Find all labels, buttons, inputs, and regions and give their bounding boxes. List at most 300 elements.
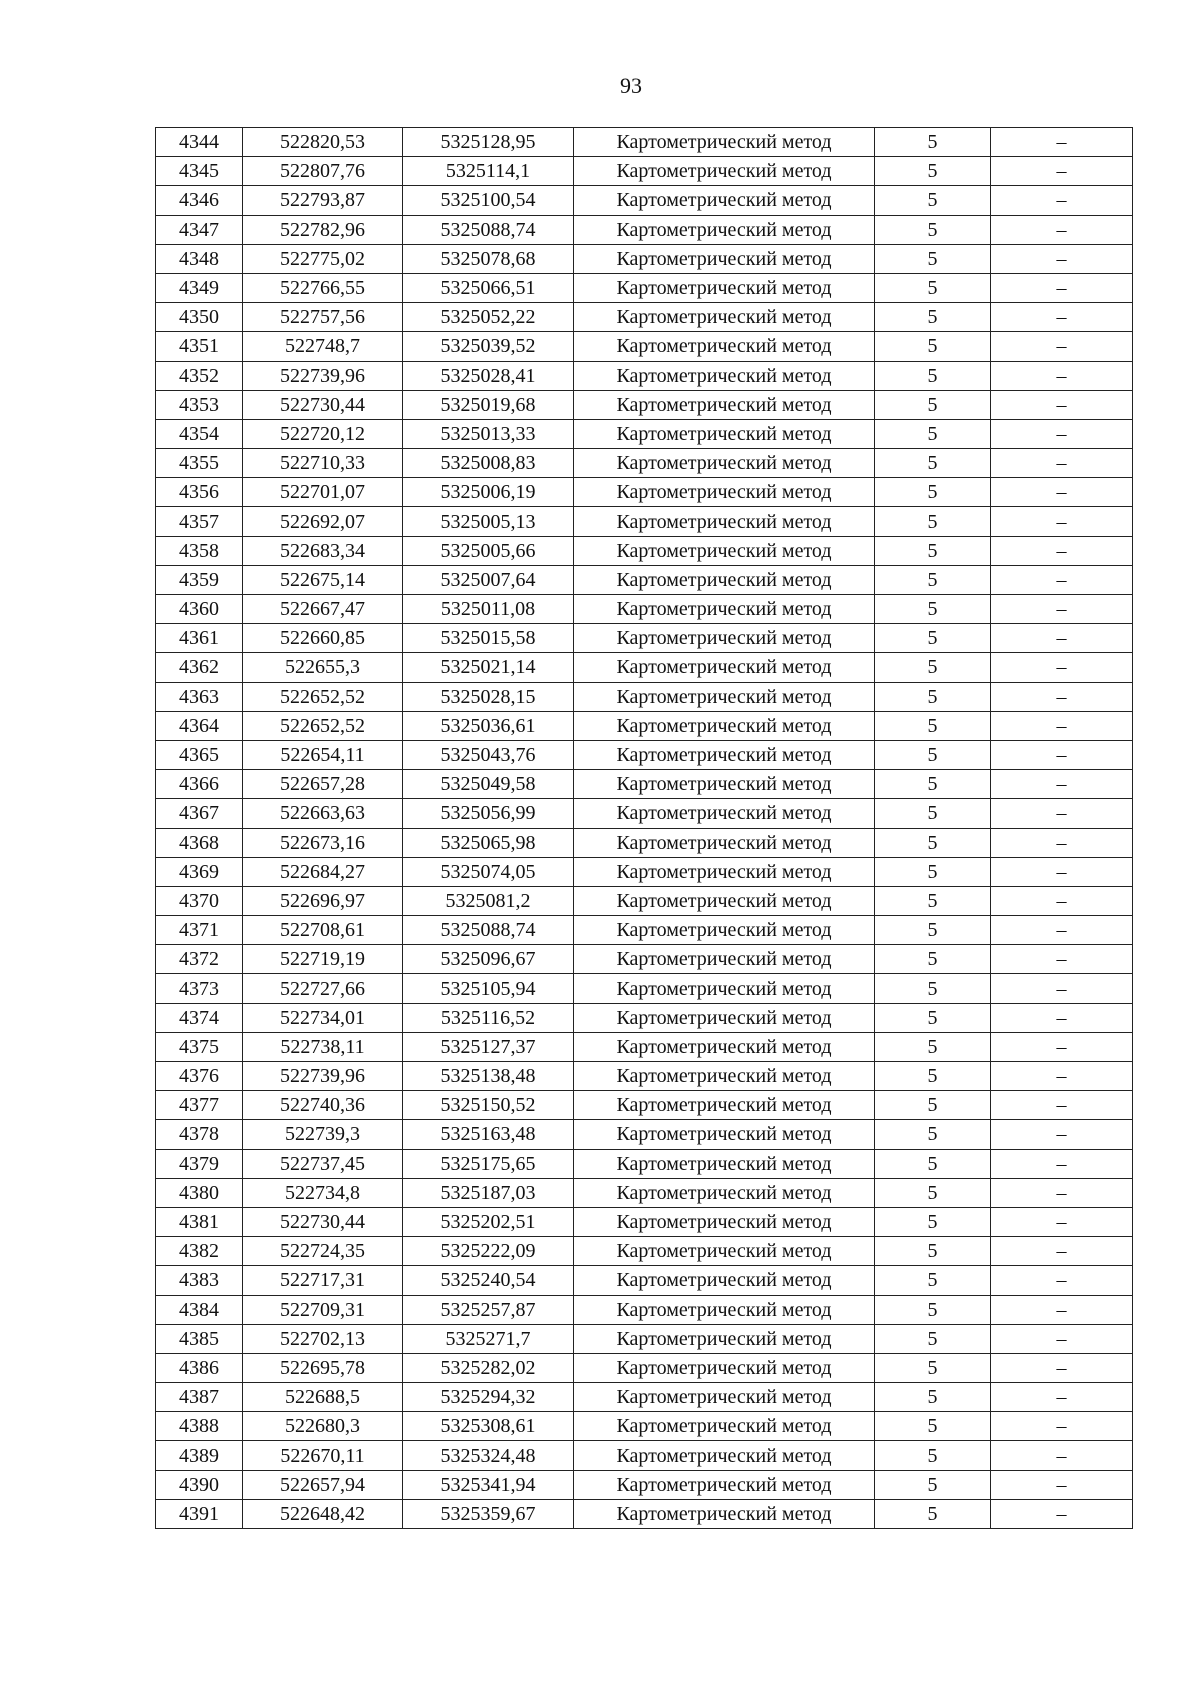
y-coordinate-cell: 5325028,15 (403, 682, 574, 711)
accuracy-cell: 5 (875, 1207, 991, 1236)
table-row (156, 478, 1133, 507)
method-cell: Картометрический метод (574, 244, 875, 273)
point-number-cell: 4361 (156, 624, 243, 653)
method-cell: Картометрический метод (574, 1499, 875, 1528)
description-cell: – (991, 1091, 1133, 1120)
table-row (156, 565, 1133, 594)
point-number-cell: 4390 (156, 1470, 243, 1499)
description-cell: – (991, 303, 1133, 332)
table-row (156, 653, 1133, 682)
description-cell: – (991, 1032, 1133, 1061)
description-cell: – (991, 215, 1133, 244)
description-cell: – (991, 157, 1133, 186)
y-coordinate-cell: 5325100,54 (403, 186, 574, 215)
accuracy-cell: 5 (875, 740, 991, 769)
description-cell: – (991, 624, 1133, 653)
table-row (156, 244, 1133, 273)
table-row (156, 1499, 1133, 1528)
y-coordinate-cell: 5325021,14 (403, 653, 574, 682)
x-coordinate-cell: 522695,78 (243, 1353, 403, 1382)
y-coordinate-cell: 5325202,51 (403, 1207, 574, 1236)
coordinates-table (155, 127, 1133, 1529)
description-cell: – (991, 1120, 1133, 1149)
description-cell: – (991, 273, 1133, 302)
x-coordinate-cell: 522692,07 (243, 507, 403, 536)
method-cell: Картометрический метод (574, 945, 875, 974)
x-coordinate-cell: 522701,07 (243, 478, 403, 507)
point-number-cell: 4370 (156, 886, 243, 915)
table-row (156, 1062, 1133, 1091)
method-cell: Картометрический метод (574, 449, 875, 478)
x-coordinate-cell: 522719,19 (243, 945, 403, 974)
description-cell: – (991, 478, 1133, 507)
table-row (156, 886, 1133, 915)
table-row (156, 1178, 1133, 1207)
x-coordinate-cell: 522654,11 (243, 740, 403, 769)
point-number-cell: 4348 (156, 244, 243, 273)
description-cell: – (991, 390, 1133, 419)
x-coordinate-cell: 522673,16 (243, 828, 403, 857)
x-coordinate-cell: 522720,12 (243, 419, 403, 448)
accuracy-cell: 5 (875, 1470, 991, 1499)
method-cell: Картометрический метод (574, 273, 875, 302)
table-row (156, 770, 1133, 799)
accuracy-cell: 5 (875, 186, 991, 215)
table-row (156, 1266, 1133, 1295)
description-cell: – (991, 1499, 1133, 1528)
x-coordinate-cell: 522793,87 (243, 186, 403, 215)
x-coordinate-cell: 522737,45 (243, 1149, 403, 1178)
description-cell: – (991, 1149, 1133, 1178)
x-coordinate-cell: 522708,61 (243, 916, 403, 945)
y-coordinate-cell: 5325036,61 (403, 711, 574, 740)
method-cell: Картометрический метод (574, 770, 875, 799)
method-cell: Картометрический метод (574, 157, 875, 186)
point-number-cell: 4358 (156, 536, 243, 565)
x-coordinate-cell: 522739,96 (243, 361, 403, 390)
accuracy-cell: 5 (875, 711, 991, 740)
y-coordinate-cell: 5325114,1 (403, 157, 574, 186)
method-cell: Картометрический метод (574, 332, 875, 361)
x-coordinate-cell: 522657,94 (243, 1470, 403, 1499)
y-coordinate-cell: 5325175,65 (403, 1149, 574, 1178)
accuracy-cell: 5 (875, 595, 991, 624)
x-coordinate-cell: 522748,7 (243, 332, 403, 361)
description-cell: – (991, 1441, 1133, 1470)
coordinates-table-body (156, 128, 1133, 1529)
point-number-cell: 4356 (156, 478, 243, 507)
method-cell: Картометрический метод (574, 857, 875, 886)
method-cell: Картометрический метод (574, 390, 875, 419)
accuracy-cell: 5 (875, 1149, 991, 1178)
point-number-cell: 4363 (156, 682, 243, 711)
description-cell: – (991, 857, 1133, 886)
point-number-cell: 4347 (156, 215, 243, 244)
y-coordinate-cell: 5325271,7 (403, 1324, 574, 1353)
y-coordinate-cell: 5325257,87 (403, 1295, 574, 1324)
method-cell: Картометрический метод (574, 478, 875, 507)
accuracy-cell: 5 (875, 1032, 991, 1061)
y-coordinate-cell: 5325049,58 (403, 770, 574, 799)
x-coordinate-cell: 522652,52 (243, 682, 403, 711)
y-coordinate-cell: 5325138,48 (403, 1062, 574, 1091)
description-cell: – (991, 565, 1133, 594)
table-row (156, 361, 1133, 390)
x-coordinate-cell: 522734,8 (243, 1178, 403, 1207)
description-cell: – (991, 916, 1133, 945)
accuracy-cell: 5 (875, 332, 991, 361)
method-cell: Картометрический метод (574, 1237, 875, 1266)
y-coordinate-cell: 5325116,52 (403, 1003, 574, 1032)
point-number-cell: 4382 (156, 1237, 243, 1266)
y-coordinate-cell: 5325096,67 (403, 945, 574, 974)
description-cell: – (991, 1237, 1133, 1266)
y-coordinate-cell: 5325240,54 (403, 1266, 574, 1295)
table-row (156, 624, 1133, 653)
accuracy-cell: 5 (875, 128, 991, 157)
method-cell: Картометрический метод (574, 303, 875, 332)
y-coordinate-cell: 5325039,52 (403, 332, 574, 361)
table-row (156, 536, 1133, 565)
method-cell: Картометрический метод (574, 916, 875, 945)
accuracy-cell: 5 (875, 1383, 991, 1412)
description-cell: – (991, 332, 1133, 361)
accuracy-cell: 5 (875, 653, 991, 682)
table-row (156, 916, 1133, 945)
table-row (156, 303, 1133, 332)
accuracy-cell: 5 (875, 682, 991, 711)
description-cell: – (991, 361, 1133, 390)
table-row (156, 390, 1133, 419)
y-coordinate-cell: 5325105,94 (403, 974, 574, 1003)
table-row (156, 1003, 1133, 1032)
method-cell: Картометрический метод (574, 1412, 875, 1441)
x-coordinate-cell: 522688,5 (243, 1383, 403, 1412)
y-coordinate-cell: 5325222,09 (403, 1237, 574, 1266)
method-cell: Картометрический метод (574, 536, 875, 565)
y-coordinate-cell: 5325043,76 (403, 740, 574, 769)
description-cell: – (991, 1295, 1133, 1324)
table-row (156, 449, 1133, 478)
table-row (156, 974, 1133, 1003)
description-cell: – (991, 244, 1133, 273)
accuracy-cell: 5 (875, 565, 991, 594)
y-coordinate-cell: 5325008,83 (403, 449, 574, 478)
table-row (156, 507, 1133, 536)
method-cell: Картометрический метод (574, 624, 875, 653)
x-coordinate-cell: 522730,44 (243, 1207, 403, 1236)
point-number-cell: 4387 (156, 1383, 243, 1412)
y-coordinate-cell: 5325081,2 (403, 886, 574, 915)
x-coordinate-cell: 522724,35 (243, 1237, 403, 1266)
description-cell: – (991, 1324, 1133, 1353)
x-coordinate-cell: 522740,36 (243, 1091, 403, 1120)
point-number-cell: 4371 (156, 916, 243, 945)
accuracy-cell: 5 (875, 770, 991, 799)
method-cell: Картометрический метод (574, 1149, 875, 1178)
x-coordinate-cell: 522734,01 (243, 1003, 403, 1032)
x-coordinate-cell: 522670,11 (243, 1441, 403, 1470)
description-cell: – (991, 507, 1133, 536)
point-number-cell: 4365 (156, 740, 243, 769)
y-coordinate-cell: 5325013,33 (403, 419, 574, 448)
table-row (156, 186, 1133, 215)
x-coordinate-cell: 522710,33 (243, 449, 403, 478)
accuracy-cell: 5 (875, 945, 991, 974)
description-cell: – (991, 828, 1133, 857)
method-cell: Картометрический метод (574, 1207, 875, 1236)
description-cell: – (991, 653, 1133, 682)
x-coordinate-cell: 522738,11 (243, 1032, 403, 1061)
method-cell: Картометрический метод (574, 740, 875, 769)
point-number-cell: 4345 (156, 157, 243, 186)
table-row (156, 128, 1133, 157)
description-cell: – (991, 1412, 1133, 1441)
y-coordinate-cell: 5325065,98 (403, 828, 574, 857)
point-number-cell: 4376 (156, 1062, 243, 1091)
description-cell: – (991, 1003, 1133, 1032)
table-row (156, 215, 1133, 244)
accuracy-cell: 5 (875, 916, 991, 945)
description-cell: – (991, 886, 1133, 915)
accuracy-cell: 5 (875, 1324, 991, 1353)
table-row (156, 945, 1133, 974)
x-coordinate-cell: 522684,27 (243, 857, 403, 886)
accuracy-cell: 5 (875, 507, 991, 536)
x-coordinate-cell: 522709,31 (243, 1295, 403, 1324)
x-coordinate-cell: 522807,76 (243, 157, 403, 186)
x-coordinate-cell: 522683,34 (243, 536, 403, 565)
point-number-cell: 4369 (156, 857, 243, 886)
x-coordinate-cell: 522730,44 (243, 390, 403, 419)
description-cell: – (991, 1266, 1133, 1295)
point-number-cell: 4389 (156, 1441, 243, 1470)
y-coordinate-cell: 5325127,37 (403, 1032, 574, 1061)
accuracy-cell: 5 (875, 303, 991, 332)
point-number-cell: 4359 (156, 565, 243, 594)
method-cell: Картометрический метод (574, 682, 875, 711)
method-cell: Картометрический метод (574, 128, 875, 157)
description-cell: – (991, 1207, 1133, 1236)
y-coordinate-cell: 5325088,74 (403, 916, 574, 945)
accuracy-cell: 5 (875, 215, 991, 244)
method-cell: Картометрический метод (574, 711, 875, 740)
accuracy-cell: 5 (875, 1499, 991, 1528)
x-coordinate-cell: 522757,56 (243, 303, 403, 332)
description-cell: – (991, 128, 1133, 157)
point-number-cell: 4351 (156, 332, 243, 361)
point-number-cell: 4357 (156, 507, 243, 536)
table-row (156, 711, 1133, 740)
description-cell: – (991, 1178, 1133, 1207)
table-row (156, 1032, 1133, 1061)
point-number-cell: 4372 (156, 945, 243, 974)
method-cell: Картометрический метод (574, 1120, 875, 1149)
point-number-cell: 4344 (156, 128, 243, 157)
x-coordinate-cell: 522652,52 (243, 711, 403, 740)
method-cell: Картометрический метод (574, 186, 875, 215)
description-cell: – (991, 974, 1133, 1003)
description-cell: – (991, 1383, 1133, 1412)
method-cell: Картометрический метод (574, 1032, 875, 1061)
accuracy-cell: 5 (875, 886, 991, 915)
accuracy-cell: 5 (875, 1353, 991, 1382)
table-row (156, 1470, 1133, 1499)
y-coordinate-cell: 5325150,52 (403, 1091, 574, 1120)
description-cell: – (991, 1470, 1133, 1499)
x-coordinate-cell: 522657,28 (243, 770, 403, 799)
accuracy-cell: 5 (875, 390, 991, 419)
point-number-cell: 4353 (156, 390, 243, 419)
accuracy-cell: 5 (875, 1295, 991, 1324)
point-number-cell: 4355 (156, 449, 243, 478)
accuracy-cell: 5 (875, 857, 991, 886)
accuracy-cell: 5 (875, 1441, 991, 1470)
method-cell: Картометрический метод (574, 1470, 875, 1499)
y-coordinate-cell: 5325007,64 (403, 565, 574, 594)
y-coordinate-cell: 5325359,67 (403, 1499, 574, 1528)
accuracy-cell: 5 (875, 1412, 991, 1441)
point-number-cell: 4378 (156, 1120, 243, 1149)
method-cell: Картометрический метод (574, 507, 875, 536)
table-row (156, 595, 1133, 624)
x-coordinate-cell: 522696,97 (243, 886, 403, 915)
accuracy-cell: 5 (875, 1178, 991, 1207)
y-coordinate-cell: 5325019,68 (403, 390, 574, 419)
table-row (156, 1091, 1133, 1120)
y-coordinate-cell: 5325163,48 (403, 1120, 574, 1149)
description-cell: – (991, 186, 1133, 215)
accuracy-cell: 5 (875, 419, 991, 448)
table-row (156, 1353, 1133, 1382)
description-cell: – (991, 1062, 1133, 1091)
accuracy-cell: 5 (875, 1003, 991, 1032)
point-number-cell: 4350 (156, 303, 243, 332)
description-cell: – (991, 770, 1133, 799)
x-coordinate-cell: 522663,63 (243, 799, 403, 828)
y-coordinate-cell: 5325028,41 (403, 361, 574, 390)
point-number-cell: 4367 (156, 799, 243, 828)
table-row (156, 419, 1133, 448)
description-cell: – (991, 945, 1133, 974)
accuracy-cell: 5 (875, 449, 991, 478)
y-coordinate-cell: 5325282,02 (403, 1353, 574, 1382)
point-number-cell: 4386 (156, 1353, 243, 1382)
accuracy-cell: 5 (875, 974, 991, 1003)
x-coordinate-cell: 522667,47 (243, 595, 403, 624)
accuracy-cell: 5 (875, 624, 991, 653)
y-coordinate-cell: 5325006,19 (403, 478, 574, 507)
x-coordinate-cell: 522660,85 (243, 624, 403, 653)
method-cell: Картометрический метод (574, 1324, 875, 1353)
method-cell: Картометрический метод (574, 361, 875, 390)
method-cell: Картометрический метод (574, 1383, 875, 1412)
y-coordinate-cell: 5325341,94 (403, 1470, 574, 1499)
point-number-cell: 4375 (156, 1032, 243, 1061)
accuracy-cell: 5 (875, 1266, 991, 1295)
method-cell: Картометрический метод (574, 1266, 875, 1295)
table-row (156, 1237, 1133, 1266)
table-row (156, 857, 1133, 886)
point-number-cell: 4383 (156, 1266, 243, 1295)
method-cell: Картометрический метод (574, 1062, 875, 1091)
method-cell: Картометрический метод (574, 419, 875, 448)
y-coordinate-cell: 5325078,68 (403, 244, 574, 273)
table-row (156, 799, 1133, 828)
point-number-cell: 4391 (156, 1499, 243, 1528)
y-coordinate-cell: 5325005,66 (403, 536, 574, 565)
y-coordinate-cell: 5325308,61 (403, 1412, 574, 1441)
table-row (156, 157, 1133, 186)
accuracy-cell: 5 (875, 361, 991, 390)
point-number-cell: 4352 (156, 361, 243, 390)
y-coordinate-cell: 5325005,13 (403, 507, 574, 536)
accuracy-cell: 5 (875, 1120, 991, 1149)
point-number-cell: 4381 (156, 1207, 243, 1236)
description-cell: – (991, 536, 1133, 565)
x-coordinate-cell: 522727,66 (243, 974, 403, 1003)
table-row (156, 1149, 1133, 1178)
point-number-cell: 4373 (156, 974, 243, 1003)
y-coordinate-cell: 5325056,99 (403, 799, 574, 828)
description-cell: – (991, 740, 1133, 769)
point-number-cell: 4360 (156, 595, 243, 624)
accuracy-cell: 5 (875, 1091, 991, 1120)
description-cell: – (991, 711, 1133, 740)
y-coordinate-cell: 5325128,95 (403, 128, 574, 157)
y-coordinate-cell: 5325294,32 (403, 1383, 574, 1412)
method-cell: Картометрический метод (574, 1091, 875, 1120)
method-cell: Картометрический метод (574, 1295, 875, 1324)
description-cell: – (991, 799, 1133, 828)
point-number-cell: 4354 (156, 419, 243, 448)
table-row (156, 1383, 1133, 1412)
y-coordinate-cell: 5325074,05 (403, 857, 574, 886)
point-number-cell: 4366 (156, 770, 243, 799)
point-number-cell: 4364 (156, 711, 243, 740)
x-coordinate-cell: 522782,96 (243, 215, 403, 244)
point-number-cell: 4362 (156, 653, 243, 682)
method-cell: Картометрический метод (574, 1441, 875, 1470)
accuracy-cell: 5 (875, 1237, 991, 1266)
accuracy-cell: 5 (875, 478, 991, 507)
method-cell: Картометрический метод (574, 653, 875, 682)
accuracy-cell: 5 (875, 157, 991, 186)
point-number-cell: 4368 (156, 828, 243, 857)
x-coordinate-cell: 522766,55 (243, 273, 403, 302)
table-row (156, 1207, 1133, 1236)
description-cell: – (991, 419, 1133, 448)
table-row (156, 1412, 1133, 1441)
method-cell: Картометрический метод (574, 1178, 875, 1207)
accuracy-cell: 5 (875, 536, 991, 565)
table-row (156, 1295, 1133, 1324)
accuracy-cell: 5 (875, 273, 991, 302)
point-number-cell: 4374 (156, 1003, 243, 1032)
description-cell: – (991, 1353, 1133, 1382)
description-cell: – (991, 595, 1133, 624)
table-row (156, 740, 1133, 769)
table-row (156, 1120, 1133, 1149)
method-cell: Картометрический метод (574, 595, 875, 624)
method-cell: Картометрический метод (574, 974, 875, 1003)
method-cell: Картометрический метод (574, 1353, 875, 1382)
method-cell: Картометрический метод (574, 565, 875, 594)
accuracy-cell: 5 (875, 244, 991, 273)
method-cell: Картометрический метод (574, 799, 875, 828)
method-cell: Картометрический метод (574, 215, 875, 244)
x-coordinate-cell: 522739,3 (243, 1120, 403, 1149)
